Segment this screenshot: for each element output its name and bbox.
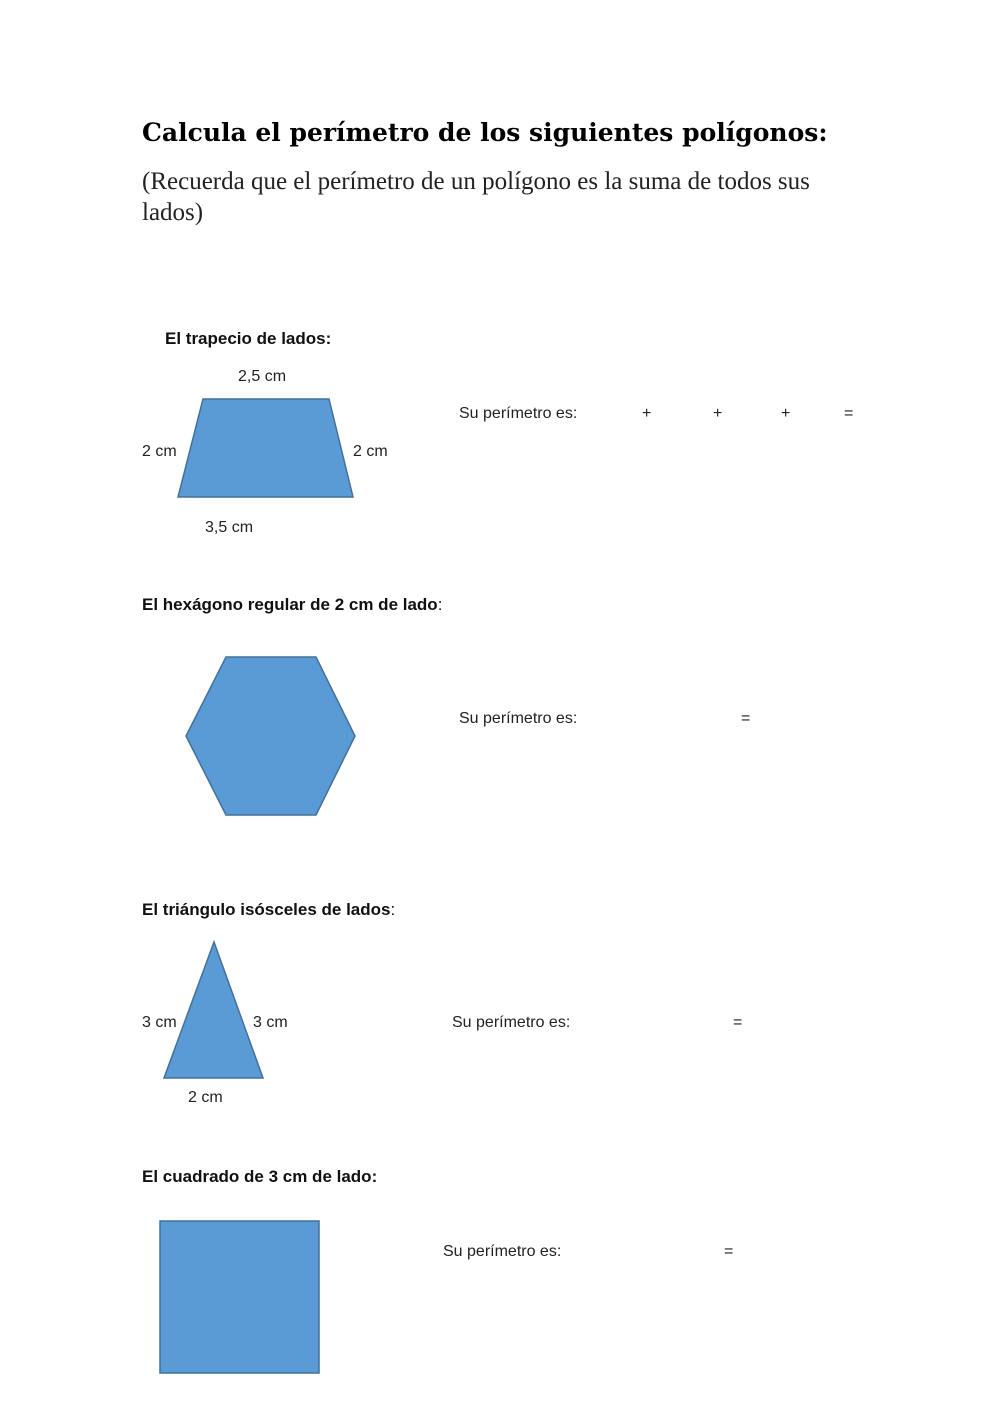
trapezoid-plus-2: + [713, 405, 723, 422]
hexagon-shape [186, 657, 355, 815]
triangle-heading [142, 900, 395, 920]
hexagon-heading-text: El hexágono regular de 2 cm de lado [142, 595, 438, 614]
trapezoid-heading [165, 329, 331, 349]
trapezoid-heading-text: El trapecio de lados: [165, 329, 332, 348]
square-equals: = [724, 1243, 734, 1260]
triangle-shape [164, 942, 263, 1078]
hexagon-heading-colon: : [437, 595, 443, 614]
trapezoid-plus-3: + [781, 405, 791, 422]
trapezoid-perimeter-label: Su perímetro es: [459, 405, 578, 422]
trapezoid-right-side-label: 2 cm [353, 443, 388, 460]
hexagon-perimeter-label: Su perímetro es: [459, 710, 578, 727]
trapezoid-top-side-label: 2,5 cm [238, 368, 287, 385]
triangle-left-side-label: 3 cm [142, 1014, 177, 1031]
triangle-equals: = [733, 1014, 743, 1031]
square-perimeter-label: Su perímetro es: [443, 1243, 562, 1260]
triangle-heading-text: El triángulo isósceles de lados [142, 900, 391, 919]
trapezoid-shape [178, 399, 353, 497]
triangle-perimeter-label: Su perímetro es: [452, 1014, 571, 1031]
page-subtitle: (Recuerda que el perímetro de un polígono es la suma de todos sus lados) [142, 168, 810, 226]
square-heading-text: El cuadrado de 3 cm de lado: [142, 1167, 378, 1186]
triangle-heading-colon: : [390, 900, 396, 919]
triangle-bottom-side-label: 2 cm [188, 1089, 223, 1106]
trapezoid-equals: = [844, 405, 854, 422]
hexagon-equals: = [741, 710, 751, 727]
triangle-right-side-label: 3 cm [253, 1014, 288, 1031]
trapezoid-left-side-label: 2 cm [142, 443, 177, 460]
trapezoid-bottom-side-label: 3,5 cm [205, 519, 254, 536]
square-heading [142, 1167, 377, 1187]
trapezoid-plus-1: + [642, 405, 652, 422]
hexagon-heading [142, 595, 442, 615]
page-title: Calcula el perímetro de los siguientes polígonos: [142, 118, 828, 147]
square-shape [160, 1221, 319, 1373]
